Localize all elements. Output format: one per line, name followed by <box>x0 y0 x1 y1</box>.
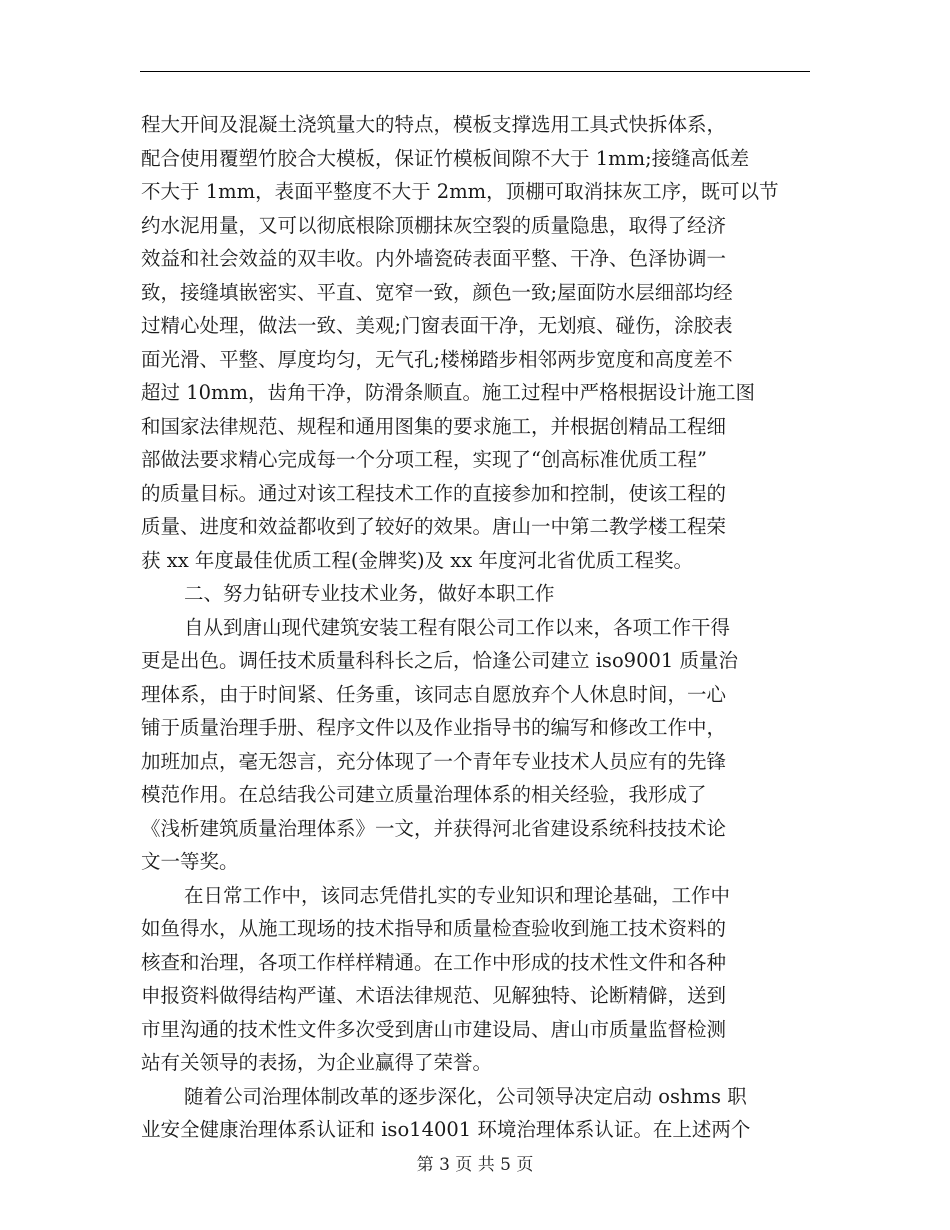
text-line: 的质量目标。通过对该工程技术工作的直接参加和控制，使该工程的 <box>141 481 727 505</box>
text-line: 获 xx 年度最佳优质工程(金牌奖)及 xx 年度河北省优质工程奖。 <box>141 548 693 572</box>
text-line: 程大开间及混凝土浇筑量大的特点，模板支撑选用工具式快拆体系， <box>141 113 727 136</box>
text-line: 超过 10mm，齿角干净，防滑条顺直。施工过程中严格根据设计施工图 <box>141 381 755 404</box>
text-line: 文一等奖。 <box>141 850 239 873</box>
text-line: 铺于质量治理手册、程序文件以及作业指导书的编写和修改工作中， <box>141 716 727 739</box>
text-line: 如鱼得水，从施工现场的技术指导和质量检查验收到施工技术资料的 <box>141 917 727 940</box>
page-footer: 第 3 页 共 5 页 <box>416 1155 534 1175</box>
text-line: 部做法要求精心完成每一个分项工程，实现了“创高标准优质工程” <box>141 448 707 471</box>
document-body <box>141 108 811 1147</box>
text-line: 核查和治理，各项工作样样精通。在工作中形成的技术性文件和各种 <box>141 950 727 974</box>
text-line: 不大于 1mm，表面平整度不大于 2mm，顶棚可取消抹灰工序，既可以节 <box>141 180 779 203</box>
text-line: 随着公司治理体制改革的逐步深化，公司领导决定启动 oshms 职 <box>184 1084 747 1108</box>
text-line: 自从到唐山现代建筑安装工程有限公司工作以来，各项工作干得 <box>184 615 731 639</box>
text-line: 申报资料做得结构严谨、术语法律规范、见解独特、论断精僻，送到 <box>141 984 727 1007</box>
text-line: 理体系，由于时间紧、任务重，该同志自愿放弃个人休息时间，一心 <box>141 682 727 706</box>
text-line: 站有关领导的表扬，为企业赢得了荣誉。 <box>141 1051 493 1074</box>
text-line: 加班加点，毫无怨言，充分体现了一个青年专业技术人员应有的先锋 <box>141 749 727 773</box>
text-line: 《浅析建筑质量治理体系》一文，并获得河北省建设系统科技技术论 <box>141 816 727 840</box>
text-line: 约水泥用量，又可以彻底根除顶棚抹灰空裂的质量隐患，取得了经济 <box>141 213 727 237</box>
text-line: 在日常工作中，该同志凭借扎实的专业知识和理论基础，工作中 <box>184 883 731 907</box>
text-line: 质量、进度和效益都收到了较好的效果。唐山一中第二教学楼工程荣 <box>141 515 727 538</box>
text-line: 过精心处理，做法一致、美观;门窗表面干净，无划痕、碰伤，涂胶表 <box>141 314 733 337</box>
text-line: 致，接缝填嵌密实、平直、宽窄一致，颜色一致;屋面防水层细部均经 <box>141 280 733 304</box>
text-line: 二、努力钻研专业技术业务，做好本职工作 <box>184 582 555 605</box>
text-line: 配合使用覆塑竹胶合大模板，保证竹模板间隙不大于 1mm;接缝高低差 <box>141 146 750 170</box>
text-line: 模范作用。在总结我公司建立质量治理体系的相关经验，我形成了 <box>141 783 707 806</box>
text-line: 效益和社会效益的双丰收。内外墙瓷砖表面平整、干净、色泽协调一 <box>141 247 727 270</box>
text-line: 面光滑、平整、厚度均匀，无气孔;楼梯踏步相邻两步宽度和高度差不 <box>141 347 733 371</box>
header-rule <box>140 71 810 72</box>
text-line: 和国家法律规范、规程和通用图集的要求施工，并根据创精品工程细 <box>141 414 727 438</box>
text-line: 业安全健康治理体系认证和 iso14001 环境治理体系认证。在上述两个 <box>141 1118 751 1141</box>
text-line: 更是出色。调任技术质量科科长之后，恰逢公司建立 iso9001 质量治 <box>141 649 739 672</box>
text-line: 市里沟通的技术性文件多次受到唐山市建设局、唐山市质量监督检测 <box>141 1017 727 1041</box>
